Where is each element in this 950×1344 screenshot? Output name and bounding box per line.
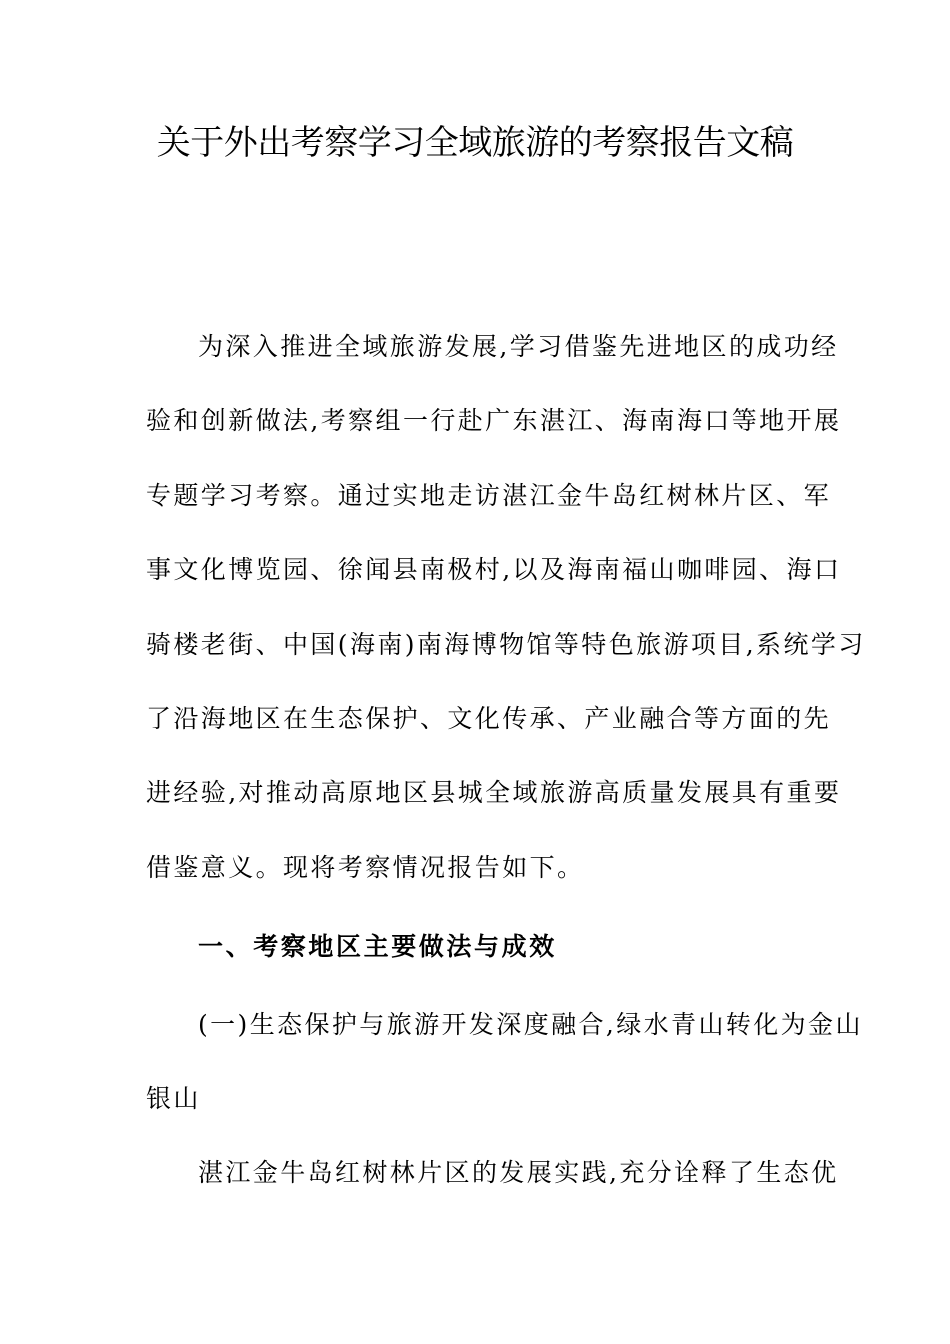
document-title: 关于外出考察学习全域旅游的考察报告文稿 (156, 123, 794, 163)
intro-line-2: 验和创新做法,考察组一行赴广东湛江、海南海口等地开展 (146, 406, 842, 435)
intro-line-8: 借鉴意义。现将考察情况报告如下。 (146, 853, 585, 882)
intro-line-5: 骑楼老街、中国(海南)南海博物馆等特色旅游项目,系统学习 (146, 630, 866, 659)
paragraph2-line-1: 湛江金牛岛红树林片区的发展实践,充分诠释了生态优 (198, 1158, 839, 1187)
subsection-line-2: 银山 (146, 1084, 201, 1113)
intro-line-3: 专题学习考察。通过实地走访湛江金牛岛红树林片区、军 (146, 481, 832, 510)
intro-line-6: 了沿海地区在生态保护、文化传承、产业融合等方面的先 (146, 704, 832, 733)
intro-line-4: 事文化博览园、徐闻县南极村,以及海南福山咖啡园、海口 (146, 555, 842, 584)
intro-line-7: 进经验,对推动高原地区县城全域旅游高质量发展具有重要 (146, 778, 842, 807)
intro-line-1: 为深入推进全域旅游发展,学习借鉴先进地区的成功经 (198, 332, 839, 361)
section-heading-1: 一、考察地区主要做法与成效 (198, 932, 557, 961)
subsection-line-1: (一)生态保护与旅游开发深度融合,绿水青山转化为金山 (198, 1010, 863, 1039)
